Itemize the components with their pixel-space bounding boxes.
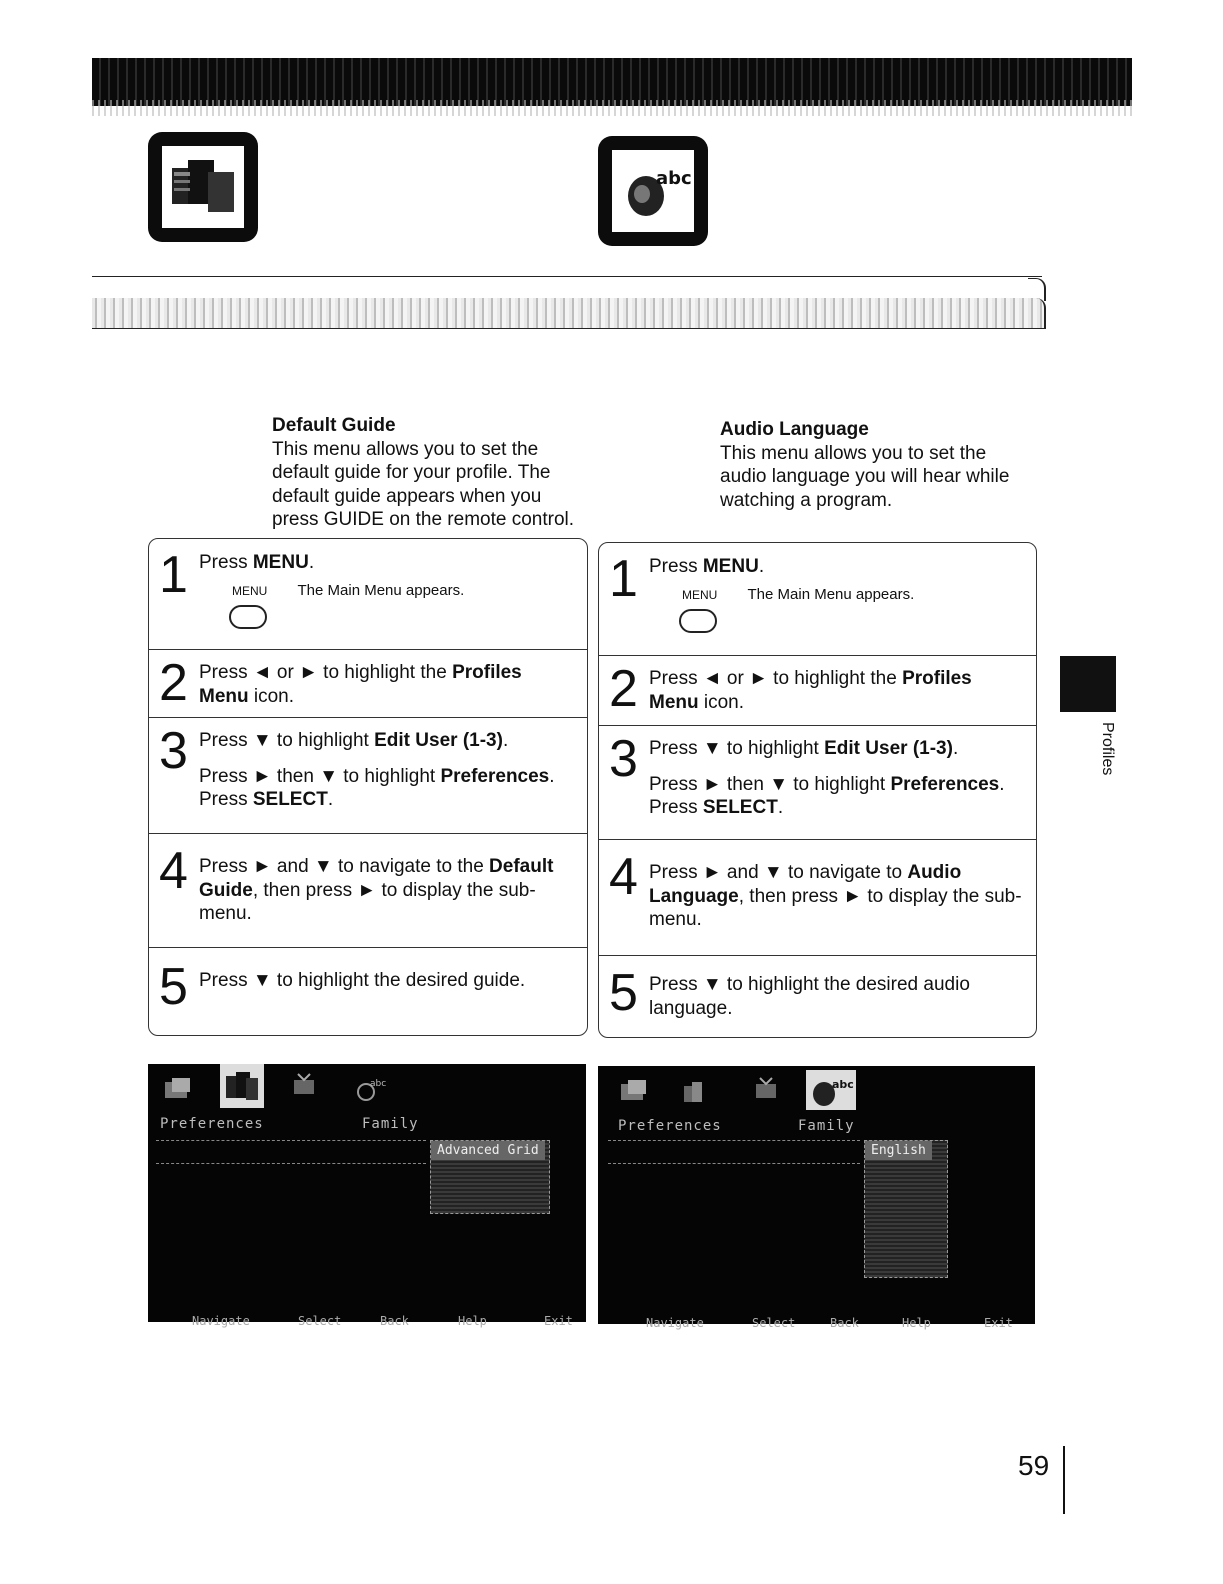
step-text: [649, 861, 1026, 932]
menu-remote-button-icon: [229, 605, 267, 629]
picture-settings-icon: [162, 1074, 194, 1106]
footer-exit: Exit: [984, 1316, 1013, 1330]
step-text: [199, 969, 577, 993]
footer-select: Select: [752, 1316, 796, 1330]
bold-text: Default: [489, 856, 554, 877]
bold-text: Edit User (1-3): [374, 730, 503, 751]
step-text: [199, 661, 577, 708]
channel-settings-icon: [750, 1074, 782, 1106]
bold-text: MENU: [702, 556, 759, 577]
remote-button-label: MENU: [232, 583, 268, 598]
audio-language-intro: [720, 418, 1040, 512]
step-note: The Main Menu appears.: [747, 585, 915, 603]
text: .: [502, 730, 509, 751]
step-note: The Main Menu appears.: [297, 581, 465, 599]
tv-preferences-label: Preferences: [618, 1118, 722, 1134]
intro-line: default guide for your profile. The: [272, 462, 551, 483]
text: Press ◄ or ► to highlight the: [199, 662, 453, 683]
text: Press ► then ▼ to highlight: [199, 765, 441, 787]
section-tab-label: [1044, 722, 1134, 782]
profiles-menu-icon-selected: [220, 1064, 264, 1108]
text: Press: [199, 789, 253, 810]
step-5: [149, 947, 587, 1035]
tv-highlight-row: [608, 1140, 860, 1164]
text: Press: [199, 552, 253, 573]
text: Press ▼ to highlight the desired guide.: [199, 970, 526, 991]
footer-help: Help: [902, 1316, 931, 1330]
bold-text: Profiles: [452, 662, 522, 683]
text: menu.: [199, 903, 252, 924]
step-number: 5: [159, 958, 188, 1016]
tv-submenu: [864, 1140, 948, 1278]
bold-text: Profiles: [902, 668, 972, 689]
text: Press ▼ to highlight: [649, 738, 825, 759]
text: icon.: [698, 691, 745, 713]
default-guide-steps: [148, 538, 588, 1036]
step-text: [649, 973, 1026, 1020]
bold-text: Audio: [907, 862, 962, 883]
svg-text:abc: abc: [832, 1078, 854, 1091]
text: Press ► and ▼ to navigate to the: [199, 856, 490, 877]
bold-text: Preferences: [440, 765, 550, 787]
tv-family-label: Family: [362, 1116, 419, 1132]
step-number: 5: [609, 964, 638, 1022]
text: , then press ► to display the sub-: [738, 885, 1022, 907]
speaking-head-icon: [616, 154, 690, 228]
footer-navigate: Navigate: [646, 1316, 704, 1330]
text: Press ► and ▼ to navigate to: [649, 862, 908, 883]
header-bar-texture: [92, 100, 1132, 116]
audio-language-steps: [598, 542, 1037, 1038]
section-bar: [92, 298, 1046, 329]
bold-text: SELECT: [252, 789, 328, 810]
text: Press ▼ to highlight: [199, 730, 375, 751]
intro-line: press GUIDE on the remote control.: [272, 509, 575, 530]
step-text: [649, 737, 1026, 820]
intro-line: default guide appears when you: [272, 485, 542, 507]
tv-preferences-label: Preferences: [160, 1116, 264, 1132]
step-number: 2: [609, 660, 638, 718]
section-tab-text: Profiles: [1099, 722, 1116, 776]
tv-family-label: Family: [798, 1118, 855, 1134]
text: .: [758, 556, 765, 577]
text: .: [327, 789, 334, 810]
picture-settings-icon: [618, 1076, 650, 1108]
audio-language-menu-icon: [598, 136, 708, 246]
text: Press ◄ or ► to highlight the: [649, 668, 903, 689]
text: Press: [649, 556, 703, 577]
step-number: 1: [159, 546, 188, 604]
default-guide-title: Default Guide: [272, 415, 396, 436]
text: .: [999, 773, 1005, 795]
text: Press ▼ to highlight the desired audio: [649, 974, 970, 995]
bold-text: MENU: [252, 552, 309, 573]
bold-text: Guide: [199, 879, 253, 901]
svg-text:abc: abc: [370, 1079, 387, 1089]
footer-navigate: Navigate: [192, 1314, 250, 1328]
step-text: [199, 551, 577, 636]
footer-back: Back: [380, 1314, 409, 1328]
tv-submenu-selected-item: Advanced Grid: [431, 1141, 545, 1160]
step-1: [149, 539, 587, 650]
text: .: [549, 765, 555, 787]
intro-line: This menu allows you to set the: [272, 438, 539, 460]
bold-text: Menu: [649, 691, 699, 713]
default-guide-intro: [272, 414, 602, 532]
step-2: [599, 655, 1036, 726]
intro-line: This menu allows you to set the: [720, 442, 987, 464]
default-guide-screen: [148, 1064, 586, 1328]
guide-windows-icon: [166, 150, 240, 224]
step-1: [599, 543, 1036, 656]
bold-text: Edit User (1-3): [824, 738, 953, 759]
step-3: [599, 725, 1036, 840]
page-number-rule: [1063, 1446, 1065, 1514]
tv-submenu: [430, 1140, 550, 1214]
channel-settings-icon: [288, 1070, 320, 1102]
text: Press: [649, 797, 703, 818]
intro-line: watching a program.: [720, 489, 893, 511]
footer-help: Help: [458, 1314, 487, 1328]
section-divider: [92, 276, 1042, 277]
step-text: [199, 855, 577, 926]
audio-language-title: Audio Language: [720, 419, 869, 440]
footer-exit: Exit: [544, 1314, 573, 1328]
default-guide-menu-icon: [148, 132, 258, 242]
text: menu.: [649, 909, 702, 930]
bold-text: Menu: [199, 685, 249, 707]
bold-text: Preferences: [890, 773, 1000, 795]
intro-line: audio language you will hear while: [720, 466, 1010, 487]
step-number: 4: [609, 848, 638, 906]
step-number: 3: [609, 730, 638, 788]
step-3: [149, 717, 587, 834]
header-bar: [92, 58, 1132, 106]
tv-submenu-selected-item: English: [865, 1141, 932, 1160]
step-text: [649, 667, 1026, 714]
menu-remote-button-icon: [679, 609, 717, 633]
step-4: [149, 833, 587, 948]
bold-text: SELECT: [702, 797, 778, 818]
step-text: [649, 555, 1026, 640]
profiles-menu-icon: [678, 1076, 710, 1108]
text: .: [308, 552, 315, 573]
step-5: [599, 955, 1036, 1037]
text: language.: [649, 997, 733, 1019]
remote-button-label: MENU: [682, 587, 718, 602]
footer-select: Select: [298, 1314, 342, 1328]
text: , then press ► to display the sub-: [252, 879, 536, 901]
text: icon.: [248, 685, 295, 707]
step-2: [149, 649, 587, 718]
text: Press ► then ▼ to highlight: [649, 773, 891, 795]
audio-language-screen: [598, 1066, 1035, 1330]
section-tab-marker: [1060, 656, 1116, 712]
step-number: 4: [159, 842, 188, 900]
step-number: 1: [609, 550, 638, 608]
tv-highlight-row: [156, 1140, 426, 1164]
step-text: [199, 729, 577, 812]
svg-text:abc: abc: [656, 168, 692, 189]
page-number: 59: [1018, 1450, 1050, 1481]
audio-language-icon-selected: [806, 1070, 856, 1110]
step-number: 3: [159, 722, 188, 780]
bold-text: Language: [649, 885, 739, 907]
step-4: [599, 839, 1036, 956]
step-number: 2: [159, 654, 188, 712]
footer-back: Back: [830, 1316, 859, 1330]
text: .: [952, 738, 959, 759]
text: .: [777, 797, 784, 818]
audio-language-icon: [352, 1074, 387, 1106]
